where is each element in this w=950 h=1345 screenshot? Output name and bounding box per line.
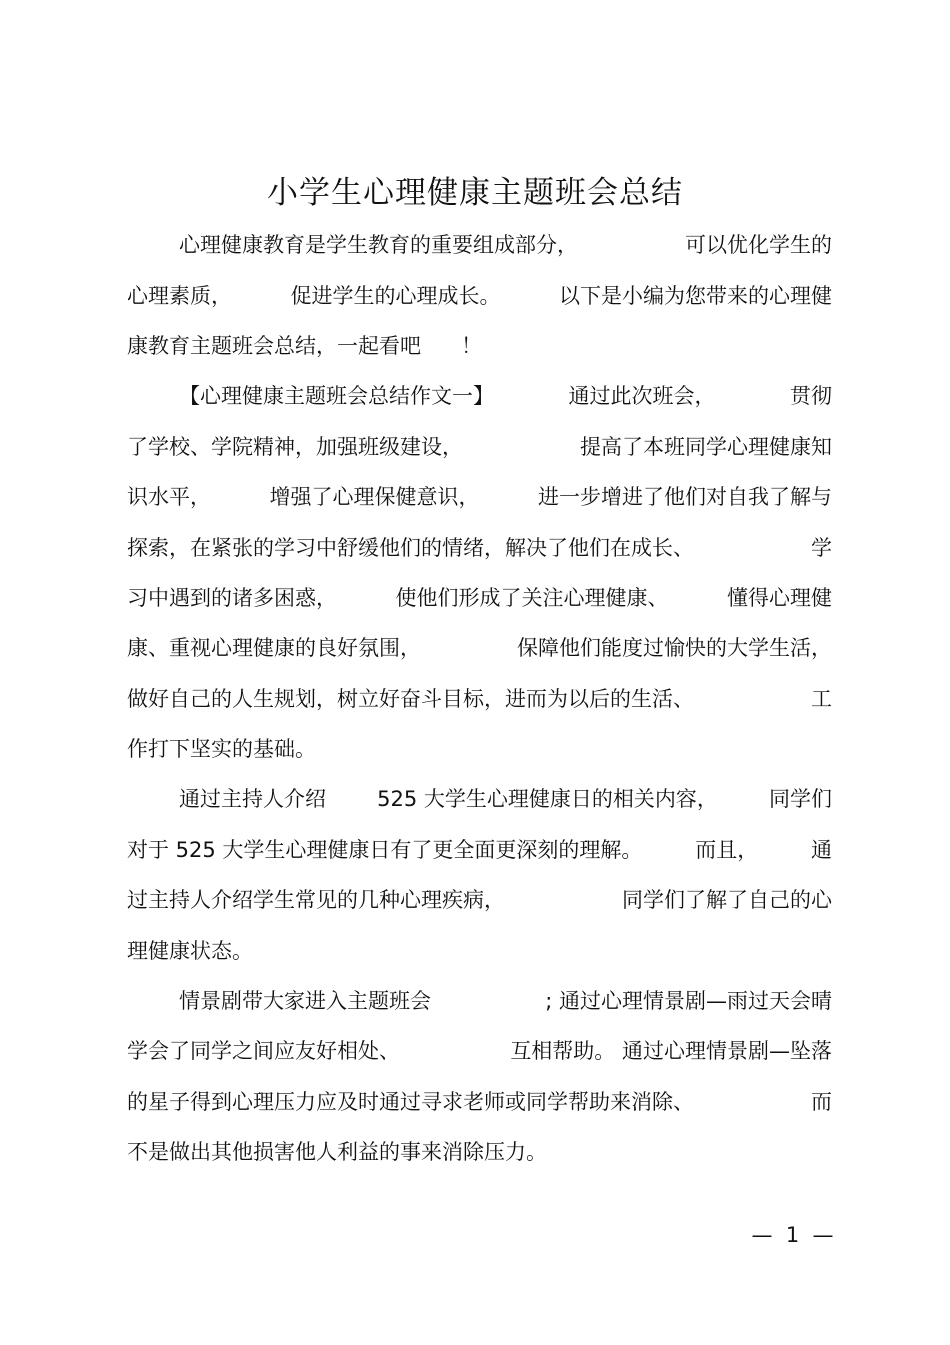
text-segment: 可以优化学生的: [685, 233, 832, 258]
text-line: [127, 421, 832, 471]
text-line: [127, 320, 832, 370]
text-segment: 贯彻: [790, 384, 832, 409]
text-segment: 不是做出其他损害他人利益的事来消除压力。: [127, 1140, 547, 1165]
document-body: [127, 219, 832, 1176]
text-segment: 通过此次班会，: [568, 384, 716, 409]
text-segment: 而且，: [695, 837, 759, 862]
page-number: — 1 —: [751, 1223, 834, 1247]
text-line: [127, 219, 832, 269]
text-segment: 工: [811, 686, 832, 711]
text-segment: 学会了同学之间应友好相处、: [127, 1039, 400, 1064]
text-segment: 懂得心理健: [727, 585, 832, 610]
text-segment: 同学们了解了自己的心: [622, 888, 832, 913]
text-line: [127, 673, 832, 723]
text-segment: 通过主持人介绍: [179, 787, 326, 812]
text-line: [127, 622, 832, 672]
text-segment: 525 大学生心理健康日的相关内容，: [377, 787, 718, 812]
text-line: [127, 572, 832, 622]
text-segment: 通: [811, 837, 832, 862]
text-line: [127, 1076, 832, 1126]
text-segment: 而: [811, 1089, 832, 1114]
text-segment: 康教育主题班会总结，一起看吧: [127, 333, 421, 358]
text-segment: ！: [461, 333, 482, 358]
text-segment: 心理健康教育是学生教育的重要组成部分，: [179, 233, 578, 258]
text-segment: 互相帮助。 通过心理情景剧—坠落: [510, 1039, 832, 1064]
text-line: [127, 924, 832, 974]
text-line: [127, 874, 832, 924]
text-line: [127, 370, 832, 420]
text-segment: 探索，在紧张的学习中舒缓他们的情绪，解决了他们在成长、: [127, 535, 694, 560]
text-line: [127, 824, 832, 874]
text-segment: 进一步增进了他们对自我了解与: [538, 485, 832, 510]
text-segment: 学: [811, 535, 832, 560]
text-segment: 保障他们能度过愉快的大学生活，: [517, 636, 832, 661]
text-line: [127, 1126, 832, 1176]
text-segment: 以下是小编为您带来的心理健: [559, 283, 832, 308]
text-segment: 了学校、学院精神，加强班级建设，: [127, 434, 463, 459]
text-segment: 的星子得到心理压力应及时通过寻求老师或同学帮助来消除、: [127, 1089, 694, 1114]
text-segment: 康、重视心理健康的良好氛围，: [127, 636, 421, 661]
text-segment: 习中遇到的诸多困惑，: [127, 585, 337, 610]
text-line: [127, 269, 832, 319]
document-title: 小学生心理健康主题班会总结: [267, 175, 683, 211]
text-segment: 提高了本班同学心理健康知: [580, 434, 832, 459]
text-segment: 对于 525 大学生心理健康日有了更全面更深刻的理解。: [127, 837, 643, 862]
text-line: [127, 521, 832, 571]
text-segment: 情景剧带大家进入主题班会: [179, 989, 431, 1014]
text-segment: 作打下坚实的基础。: [127, 737, 316, 762]
text-segment: 过主持人介绍学生常见的几种心理疾病，: [127, 888, 505, 913]
text-line: [127, 1025, 832, 1075]
text-segment: 【心理健康主题班会总结作文一】: [179, 384, 494, 409]
text-segment: ; 通过心理情景剧—雨过天会晴: [545, 989, 832, 1014]
text-segment: 理健康状态。: [127, 938, 253, 963]
text-line: [127, 975, 832, 1025]
text-line: [127, 471, 832, 521]
text-segment: 增强了心理保健意识，: [269, 485, 480, 510]
text-segment: 同学们: [768, 787, 832, 812]
text-line: [127, 723, 832, 773]
text-segment: 做好自己的人生规划，树立好奋斗目标，进而为以后的生活、: [127, 686, 694, 711]
text-segment: 识水平，: [127, 485, 211, 510]
text-line: [127, 773, 832, 823]
text-segment: 使他们形成了关注心理健康、: [395, 585, 669, 610]
text-segment: 促进学生的心理成长。: [290, 283, 501, 308]
text-segment: 心理素质，: [127, 283, 232, 308]
